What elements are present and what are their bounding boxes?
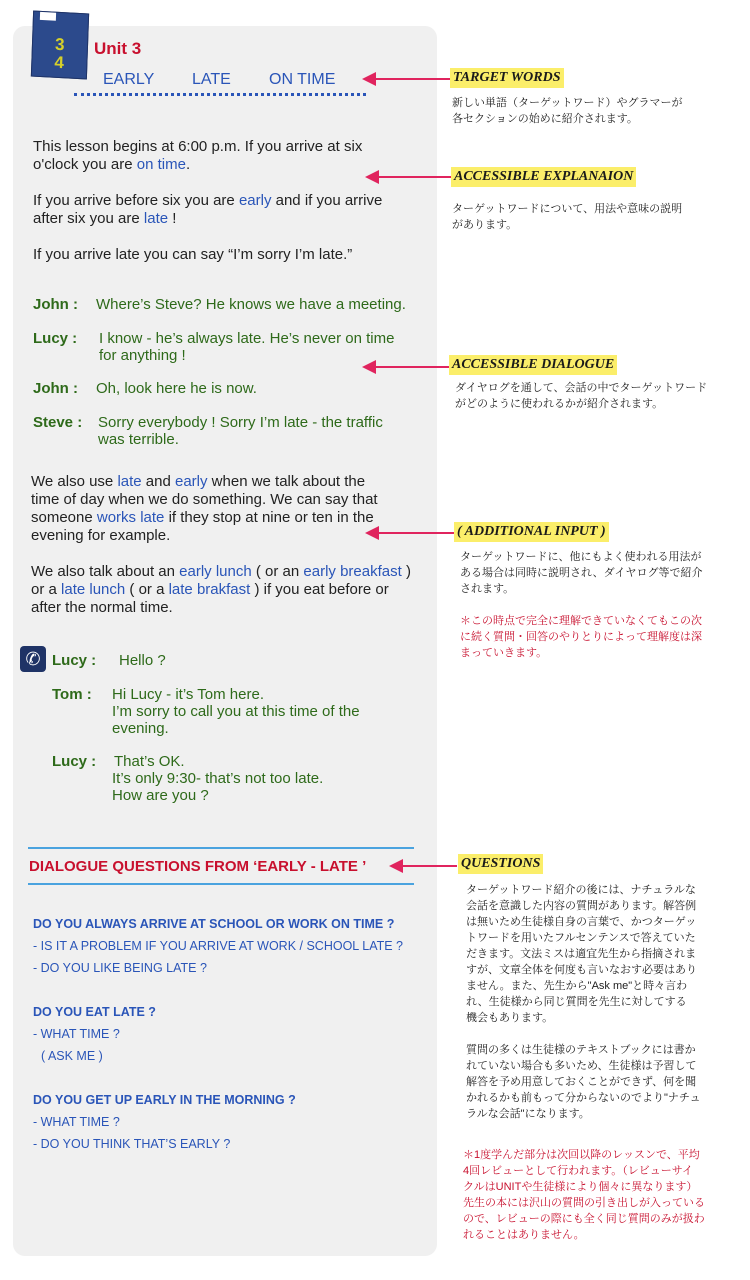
question-sub: - DO YOU LIKE BEING LATE ?	[33, 961, 207, 975]
dialogue2-line: How are you ?	[112, 787, 209, 804]
dialogue1-line: Oh, look here he is now.	[96, 380, 257, 397]
dialogue1-line: Where’s Steve? He knows we have a meeting.	[96, 296, 406, 313]
dialogue1-line: for anything !	[99, 347, 186, 364]
question-sub: - IS IT A PROBLEM IF YOU ARRIVE AT WORK / SCHOOL LATE ?	[33, 939, 404, 953]
dialogue1-speaker: Lucy :	[33, 330, 78, 347]
arrow-explanation	[377, 176, 453, 178]
additional-line-5: We also talk about an early lunch ( or an early breakfast )	[31, 563, 411, 580]
book-number-4: 4	[54, 52, 65, 73]
dialogue2-line: That’s OK.	[114, 753, 185, 770]
annotation-dialogue-text: ダイヤログを通して、会話の中でターゲットワード がどのように使われるかが紹介されます。	[455, 382, 708, 410]
question-sub: - WHAT TIME ?	[33, 1027, 120, 1041]
label-target-words: TARGET WORDS	[450, 68, 564, 88]
arrow-questions	[401, 865, 457, 867]
dialogue2-line: Hi Lucy - it’s Tom here.	[112, 686, 264, 703]
label-explanation: ACCESSIBLE EXPLANAION	[451, 167, 636, 187]
keyword-late: late	[143, 210, 169, 227]
additional-line-4: evening for example.	[31, 527, 171, 544]
dialogue2-speaker: Tom :	[52, 686, 92, 703]
label-additional: ( ADDITIONAL INPUT )	[454, 522, 609, 542]
dialogue1-speaker: John :	[33, 380, 78, 397]
dialogue2-speaker: Lucy :	[52, 652, 97, 669]
dialogue2-line: It’s only 9:30- that’s not too late.	[112, 770, 324, 787]
question-ask-me: ( ASK ME )	[41, 1049, 103, 1063]
question-sub: - DO YOU THINK THAT’S EARLY ?	[33, 1137, 231, 1151]
intro-line-1: This lesson begins at 6:00 p.m. If you arrive at six	[33, 138, 363, 155]
unit-title: Unit 3	[94, 39, 142, 58]
target-word-on-time: ON TIME	[269, 71, 336, 88]
questions-title: DIALOGUE QUESTIONS FROM ‘EARLY - LATE ’	[29, 858, 367, 875]
arrow-target-words	[374, 78, 450, 80]
dotted-divider	[74, 93, 366, 96]
additional-line-2: time of day when we do something. We can say that	[31, 491, 378, 508]
additional-line-1: We also use late and early when we talk about the	[31, 473, 366, 490]
dialogue2-line: Hello ?	[119, 652, 166, 669]
dialogue1-line: was terrible.	[98, 431, 179, 448]
annotation-additional-note: ＊この時点で完全に理解できていなくてもこの次 に続く質問・回答のやりとりによって理解度は深 まっていきます。	[460, 615, 702, 659]
dialogue2-speaker: Lucy :	[52, 753, 97, 770]
intro-line-4: after six you are late !	[33, 210, 177, 227]
textbook-cover	[31, 11, 89, 80]
dialogue1-speaker: John :	[33, 296, 78, 313]
intro-line-2: o'clock you are on time.	[33, 156, 191, 173]
intro-line-3: If you arrive before six you are early and if you arrive	[33, 192, 383, 209]
keyword-early: early	[238, 192, 272, 209]
label-questions: QUESTIONS	[458, 854, 543, 874]
additional-line-7: after the normal time.	[31, 599, 173, 616]
phone-icon: ✆	[20, 646, 46, 672]
dialogue2-line: evening.	[112, 720, 169, 737]
dialogue1-line: I know - he’s always late. He’s never on time	[99, 330, 395, 347]
dialogue2-line: I’m sorry to call you at this time of the	[112, 703, 360, 720]
label-dialogue: ACCESSIBLE DIALOGUE	[449, 355, 617, 375]
arrow-dialogue	[374, 366, 450, 368]
dialogue1-line: Sorry everybody ! Sorry I’m late - the traffic	[98, 414, 383, 431]
target-word-early: EARLY	[103, 71, 155, 88]
arrow-additional	[377, 532, 455, 534]
keyword-on-time: on time	[136, 156, 186, 173]
annotation-questions-note: ＊1度学んだ部分は次回以降のレッスンで、平均 4回レビューとして行われます。（レビューサイ クルはUNITや生徒様により個々に異なります） 先生の本には沢山の質問の引き出しが入っている ので、レビューの際にも全く同じ質問のみが扱わ れることはありません。	[463, 1149, 705, 1241]
questions-rule-bottom	[28, 883, 414, 885]
annotation-questions-text: ターゲットワード紹介の後には、ナチュラルな 会話を意識した内容の質問があります。解答例 は無いため生徒様自身の言葉で、かつターゲッ トワードを用いたフルセンテンスで答えていた だきます。文法ミスは適宜先生から指摘されま すが、文章全体を何度も言いなおす必要はあり ません。また、先生から"Ask me"と時々言わ れ、生徒様から同じ質問を先生に対してする 機会もあります。	[466, 884, 697, 1024]
annotation-explain-text: ターゲットワードについて、用法や意味の説明 があります。	[452, 203, 683, 231]
book-tab	[40, 12, 56, 21]
additional-line-6: or a late lunch ( or a late brakfast ) if you eat before or	[31, 581, 389, 598]
question-sub: - WHAT TIME ?	[33, 1115, 120, 1129]
question-main: DO YOU ALWAYS ARRIVE AT SCHOOL OR WORK ON TIME ?	[33, 917, 395, 931]
intro-line-5: If you arrive late you can say “I’m sorry I’m late.”	[33, 246, 353, 263]
annotation-target-text: 新しい単語（ターゲットワード）やグラマーが 各セクションの始めに紹介されます。	[452, 97, 683, 125]
additional-line-3: someone works late if they stop at nine or ten in the	[31, 509, 374, 526]
annotation-questions-text2: 質問の多くは生徒様のテキストブックには書か れていない場合も多いため、生徒様は予習して 解答を予め用意しておくことができず、何を聞 かれるかも前もって分からないのでより"ナチュ ラルな会話"になります。	[466, 1044, 701, 1120]
question-main: DO YOU GET UP EARLY IN THE MORNING ?	[33, 1093, 296, 1107]
questions-rule-top	[28, 847, 414, 849]
target-word-late: LATE	[192, 71, 231, 88]
annotation-additional-text: ターゲットワードに、他にもよく使われる用法が ある場合は同時に説明され、ダイヤログ等で紹介 されます。	[460, 551, 703, 595]
dialogue1-speaker: Steve :	[33, 414, 83, 431]
book-number-3: 3	[54, 34, 65, 55]
question-main: DO YOU EAT LATE ?	[33, 1005, 156, 1019]
